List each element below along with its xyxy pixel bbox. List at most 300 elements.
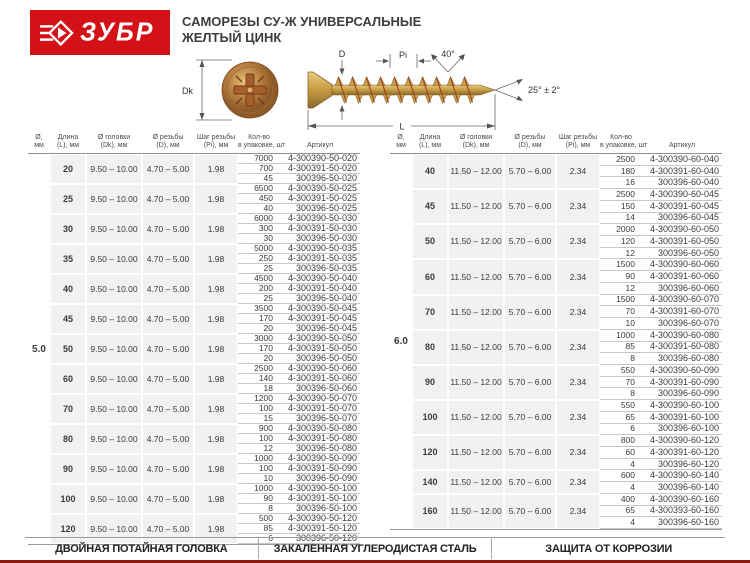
column-header-line1: Ø головки <box>97 134 131 141</box>
pi-label: Pi <box>398 50 408 60</box>
length-cell: 40 <box>412 154 448 189</box>
quantity-cell: 8 <box>600 353 642 365</box>
quantity-cell: 150 <box>600 201 642 213</box>
table-row <box>28 334 360 344</box>
pitch-cell: 2.34 <box>556 470 600 493</box>
thread-diameter-cell: 4.70 – 5.00 <box>142 364 194 394</box>
quantity-cell: 1000 <box>600 330 642 342</box>
quantity-cell: 1000 <box>238 484 280 494</box>
column-header-line1: Шаг резьбы <box>558 134 598 141</box>
d-label: D <box>338 49 346 59</box>
column-header-5 <box>238 126 286 154</box>
page-title-line2: ЖЕЛТЫЙ ЦИНК <box>182 30 282 45</box>
table-row <box>390 400 722 412</box>
quantity-cell: 2500 <box>600 189 642 201</box>
table-row <box>28 394 360 404</box>
table-row <box>28 424 360 434</box>
quantity-cell: 800 <box>600 435 642 447</box>
pitch-cell: 1.98 <box>194 154 238 184</box>
pitch-cell: 1.98 <box>194 484 238 514</box>
sku-cell: 4-300390-50-060 <box>280 364 360 374</box>
quantity-cell: 180 <box>600 166 642 178</box>
table-row <box>28 154 360 164</box>
quantity-cell: 2500 <box>600 154 642 166</box>
pitch-cell: 1.98 <box>194 394 238 424</box>
sku-cell: 300396-50-030 <box>280 234 360 244</box>
head-diameter-cell: 11.50 – 12.00 <box>448 330 504 365</box>
table-row <box>390 295 722 307</box>
table-row <box>390 330 722 342</box>
sku-cell: 4-300390-60-080 <box>642 330 722 342</box>
table-row <box>390 189 722 201</box>
head-top-view <box>182 60 278 120</box>
quantity-cell: 8 <box>600 388 642 400</box>
column-header-line2: (Dk), мм <box>462 142 490 149</box>
quantity-cell: 2500 <box>238 364 280 374</box>
pitch-cell: 2.34 <box>556 189 600 224</box>
head-diameter-cell: 11.50 – 12.00 <box>448 470 504 493</box>
column-header-line1: Ø, <box>35 134 43 141</box>
quantity-cell: 170 <box>238 344 280 354</box>
pitch-cell: 1.98 <box>194 334 238 364</box>
brand-name: ЗУБР <box>80 17 155 47</box>
page-title <box>182 14 421 46</box>
quantity-cell: 90 <box>600 271 642 283</box>
quantity-cell: 5000 <box>238 244 280 254</box>
sku-cell: 300396-60-090 <box>642 388 722 400</box>
sku-cell: 4-300390-60-060 <box>642 259 722 271</box>
head-diameter-cell: 9.50 – 10.00 <box>86 274 142 304</box>
quantity-cell: 100 <box>238 434 280 444</box>
sku-cell: 4-300390-50-070 <box>280 394 360 404</box>
sku-cell: 300396-60-050 <box>642 248 722 260</box>
length-cell: 80 <box>50 424 86 454</box>
sku-cell: 4-300390-50-045 <box>280 304 360 314</box>
sku-cell: 300396-50-050 <box>280 354 360 364</box>
size-tables <box>28 126 722 543</box>
column-header-6 <box>280 126 360 154</box>
quantity-cell: 1200 <box>238 394 280 404</box>
column-header-line1: Длина <box>419 134 441 141</box>
sku-cell: 300396-60-160 <box>642 517 722 529</box>
sku-cell: 4-300390-60-050 <box>642 224 722 236</box>
quantity-cell: 600 <box>600 470 642 482</box>
quantity-cell: 200 <box>238 284 280 294</box>
quantity-cell: 18 <box>238 384 280 394</box>
sku-cell: 4-300391-50-020 <box>280 164 360 174</box>
quantity-cell: 25 <box>238 264 280 274</box>
pitch-cell: 1.98 <box>194 244 238 274</box>
quantity-cell: 6 <box>600 424 642 436</box>
table-row <box>28 454 360 464</box>
column-header-6 <box>642 126 722 154</box>
quantity-cell: 15 <box>238 414 280 424</box>
thread-diameter-cell: 4.70 – 5.00 <box>142 154 194 184</box>
pitch-cell: 2.34 <box>556 330 600 365</box>
quantity-cell: 700 <box>238 164 280 174</box>
table-row <box>390 365 722 377</box>
head-diameter-cell: 9.50 – 10.00 <box>86 244 142 274</box>
column-header-line1: Ø резьбы <box>152 134 184 141</box>
pitch-cell: 2.34 <box>556 365 600 400</box>
quantity-cell: 60 <box>600 447 642 459</box>
column-header-line1: Ø, <box>397 134 405 141</box>
table-row <box>390 154 722 166</box>
quantity-cell: 900 <box>238 424 280 434</box>
column-header-line2: (Pi), мм <box>203 142 229 149</box>
quantity-cell: 120 <box>600 236 642 248</box>
sku-cell: 4-300390-60-120 <box>642 435 722 447</box>
tip-angle-label: 25° ± 2° <box>528 85 561 95</box>
quantity-cell: 40 <box>238 204 280 214</box>
table-row <box>390 435 722 447</box>
head-diameter-cell: 9.50 – 10.00 <box>86 364 142 394</box>
sku-cell: 4-300390-60-160 <box>642 494 722 506</box>
column-header-line2: (L), мм <box>56 142 80 149</box>
quantity-cell: 6000 <box>238 214 280 224</box>
top-angle-label: 40° <box>441 49 455 59</box>
sku-cell: 4-300390-50-040 <box>280 274 360 284</box>
quantity-cell: 140 <box>238 374 280 384</box>
length-cell: 25 <box>50 184 86 214</box>
sku-cell: 4-300391-60-045 <box>642 201 722 213</box>
length-cell: 60 <box>50 364 86 394</box>
column-header-line1: Шаг резьбы <box>196 134 236 141</box>
sku-cell: 4-300391-50-025 <box>280 194 360 204</box>
sku-cell: 300396-50-045 <box>280 324 360 334</box>
quantity-cell: 90 <box>238 494 280 504</box>
head-diameter-cell: 9.50 – 10.00 <box>86 484 142 514</box>
length-cell: 50 <box>412 224 448 259</box>
sku-cell: 4-300390-60-045 <box>642 189 722 201</box>
column-header-3 <box>504 126 556 154</box>
quantity-cell: 4 <box>600 517 642 529</box>
sku-cell: 4-300391-60-040 <box>642 166 722 178</box>
length-cell: 120 <box>412 435 448 470</box>
table-row <box>390 224 722 236</box>
head-diameter-cell: 11.50 – 12.00 <box>448 259 504 294</box>
quantity-cell: 2000 <box>600 224 642 236</box>
quantity-cell: 45 <box>238 174 280 184</box>
sku-cell: 4-300391-60-060 <box>642 271 722 283</box>
thread-diameter-cell: 4.70 – 5.00 <box>142 484 194 514</box>
table-row <box>390 470 722 482</box>
column-header-line1: Артикул <box>306 142 334 149</box>
sku-cell: 300396-60-080 <box>642 353 722 365</box>
sku-cell: 300396-50-035 <box>280 264 360 274</box>
column-header-0 <box>390 126 412 154</box>
length-cell: 120 <box>50 514 86 544</box>
size-table-6mm <box>390 126 722 530</box>
table-row <box>28 304 360 314</box>
sku-cell: 4-300391-60-070 <box>642 306 722 318</box>
sku-cell: 4-300391-60-090 <box>642 377 722 389</box>
quantity-cell: 7000 <box>238 154 280 164</box>
column-header-1 <box>50 126 86 154</box>
length-cell: 40 <box>50 274 86 304</box>
column-header-line1: Длина <box>57 134 79 141</box>
footer-feature-corrosion: ЗАЩИТА ОТ КОРРОЗИИ <box>545 542 673 555</box>
sku-cell: 4-300391-50-120 <box>280 524 360 534</box>
quantity-cell: 20 <box>238 324 280 334</box>
table-row <box>28 214 360 224</box>
table-header <box>390 126 722 154</box>
quantity-cell: 8 <box>238 504 280 514</box>
column-header-line2: в упаковке, шт <box>600 142 648 149</box>
length-cell: 20 <box>50 154 86 184</box>
thread-diameter-cell: 4.70 – 5.00 <box>142 334 194 364</box>
sku-cell: 4-300390-60-100 <box>642 400 722 412</box>
quantity-cell: 30 <box>238 234 280 244</box>
column-header-line2: (L), мм <box>418 142 442 149</box>
pitch-cell: 2.34 <box>556 400 600 435</box>
length-cell: 140 <box>412 470 448 493</box>
thread-diameter-cell: 4.70 – 5.00 <box>142 454 194 484</box>
quantity-cell: 4500 <box>238 274 280 284</box>
thread-diameter-cell: 4.70 – 5.00 <box>142 394 194 424</box>
head-diameter-cell: 9.50 – 10.00 <box>86 304 142 334</box>
thread-diameter-cell: 5.70 – 6.00 <box>504 295 556 330</box>
quantity-cell: 100 <box>238 404 280 414</box>
thread-diameter-cell: 4.70 – 5.00 <box>142 184 194 214</box>
sku-cell: 4-300390-50-050 <box>280 334 360 344</box>
sku-cell: 4-300390-50-120 <box>280 514 360 524</box>
length-label: L <box>399 121 405 132</box>
length-cell: 100 <box>50 484 86 514</box>
quantity-cell: 85 <box>600 342 642 354</box>
pitch-cell: 1.98 <box>194 304 238 334</box>
quantity-cell: 4 <box>600 482 642 494</box>
thread-diameter-cell: 5.70 – 6.00 <box>504 365 556 400</box>
thread-diameter-cell: 4.70 – 5.00 <box>142 514 194 544</box>
length-cell: 100 <box>412 400 448 435</box>
thread-diameter-cell: 4.70 – 5.00 <box>142 244 194 274</box>
sku-cell: 4-300390-50-030 <box>280 214 360 224</box>
column-header-1 <box>412 126 448 154</box>
head-diameter-cell: 11.50 – 12.00 <box>448 494 504 529</box>
sku-cell: 300396-50-100 <box>280 504 360 514</box>
quantity-cell: 65 <box>600 506 642 518</box>
quantity-cell: 25 <box>238 294 280 304</box>
pitch-cell: 1.98 <box>194 184 238 214</box>
quantity-cell: 500 <box>238 514 280 524</box>
table-row <box>390 494 722 506</box>
column-header-line2: мм <box>396 142 406 149</box>
column-header-line2: (Pi), мм <box>565 142 591 149</box>
quantity-cell: 3000 <box>238 334 280 344</box>
length-cell: 35 <box>50 244 86 274</box>
quantity-cell: 10 <box>238 474 280 484</box>
quantity-cell: 1000 <box>238 454 280 464</box>
quantity-cell: 550 <box>600 365 642 377</box>
size-table-5mm <box>28 126 360 545</box>
sku-cell: 300396-60-045 <box>642 213 722 225</box>
sku-cell: 4-300391-50-040 <box>280 284 360 294</box>
length-cell: 30 <box>50 214 86 244</box>
head-diameter-cell: 11.50 – 12.00 <box>448 400 504 435</box>
thread-diameter-cell: 4.70 – 5.00 <box>142 424 194 454</box>
quantity-cell: 65 <box>600 412 642 424</box>
length-cell: 90 <box>50 454 86 484</box>
sku-cell: 4-300391-60-050 <box>642 236 722 248</box>
sku-cell: 4-300390-60-140 <box>642 470 722 482</box>
thread-diameter-cell: 4.70 – 5.00 <box>142 274 194 304</box>
quantity-cell: 1500 <box>600 259 642 271</box>
head-diameter-cell: 11.50 – 12.00 <box>448 224 504 259</box>
head-diameter-cell: 9.50 – 10.00 <box>86 214 142 244</box>
sku-cell: 300396-50-120 <box>280 534 360 544</box>
thread-diameter-cell: 5.70 – 6.00 <box>504 494 556 529</box>
sku-cell: 4-300391-60-100 <box>642 412 722 424</box>
column-header-2 <box>86 126 142 154</box>
sku-cell: 4-300390-50-090 <box>280 454 360 464</box>
footer-feature-head: ДВОЙНАЯ ПОТАЙНАЯ ГОЛОВКА <box>25 538 259 559</box>
footer-feature-steel: ЗАКАЛЕННАЯ УГЛЕРОДИСТАЯ СТАЛЬ <box>259 538 493 559</box>
sku-cell: 300396-50-060 <box>280 384 360 394</box>
sku-cell: 300396-60-040 <box>642 177 722 189</box>
table-row <box>28 244 360 254</box>
quantity-cell: 170 <box>238 314 280 324</box>
column-header-4 <box>194 126 238 154</box>
head-diameter-cell: 11.50 – 12.00 <box>448 295 504 330</box>
sku-cell: 4-300391-50-060 <box>280 374 360 384</box>
head-diameter-cell: 9.50 – 10.00 <box>86 154 142 184</box>
length-cell: 70 <box>50 394 86 424</box>
thread-diameter-cell: 4.70 – 5.00 <box>142 214 194 244</box>
column-header-0 <box>28 126 50 154</box>
sku-cell: 4-300393-60-160 <box>642 506 722 518</box>
sku-cell: 4-300390-50-035 <box>280 244 360 254</box>
length-cell: 50 <box>50 334 86 364</box>
quantity-cell: 12 <box>600 248 642 260</box>
quantity-cell: 10 <box>600 318 642 330</box>
column-header-line1: Ø головки <box>459 134 493 141</box>
quantity-cell: 300 <box>238 224 280 234</box>
head-diameter-cell: 11.50 – 12.00 <box>448 189 504 224</box>
column-header-line1: Ø резьбы <box>514 134 546 141</box>
sku-cell: 300396-60-100 <box>642 424 722 436</box>
column-header-line2: (D), мм <box>156 142 180 149</box>
pitch-cell: 1.98 <box>194 424 238 454</box>
length-cell: 60 <box>412 259 448 294</box>
column-header-line2: (D), мм <box>518 142 542 149</box>
brand-logo <box>30 10 170 55</box>
thread-diameter-cell: 5.70 – 6.00 <box>504 435 556 470</box>
thread-diameter-cell: 5.70 – 6.00 <box>504 224 556 259</box>
quantity-cell: 14 <box>600 213 642 225</box>
pitch-cell: 2.34 <box>556 494 600 529</box>
column-header-3 <box>142 126 194 154</box>
length-cell: 90 <box>412 365 448 400</box>
pitch-cell: 1.98 <box>194 364 238 394</box>
pitch-cell: 2.34 <box>556 154 600 189</box>
quantity-cell: 3500 <box>238 304 280 314</box>
column-header-line2: мм <box>34 142 44 149</box>
sku-cell: 4-300390-50-025 <box>280 184 360 194</box>
head-diameter-cell: 9.50 – 10.00 <box>86 394 142 424</box>
footer-features <box>25 537 725 559</box>
quantity-cell: 20 <box>238 354 280 364</box>
diameter-cell: 5.0 <box>28 154 50 544</box>
sku-cell: 4-300390-50-100 <box>280 484 360 494</box>
head-diameter-cell: 9.50 – 10.00 <box>86 454 142 484</box>
thread-diameter-cell: 5.70 – 6.00 <box>504 330 556 365</box>
head-diameter-cell: 9.50 – 10.00 <box>86 334 142 364</box>
head-diameter-cell: 9.50 – 10.00 <box>86 514 142 544</box>
quantity-cell: 12 <box>600 283 642 295</box>
sku-cell: 4-300391-50-030 <box>280 224 360 234</box>
head-diameter-cell: 9.50 – 10.00 <box>86 184 142 214</box>
head-diameter-cell: 11.50 – 12.00 <box>448 365 504 400</box>
column-header-line2: в упаковке, шт <box>238 142 286 149</box>
column-header-line1: Артикул <box>668 142 696 149</box>
thread-diameter-cell: 5.70 – 6.00 <box>504 400 556 435</box>
sku-cell: 300396-60-140 <box>642 482 722 494</box>
sku-cell: 300396-50-040 <box>280 294 360 304</box>
quantity-cell: 550 <box>600 400 642 412</box>
column-header-5 <box>600 126 648 154</box>
table-row <box>28 274 360 284</box>
quantity-cell: 400 <box>600 494 642 506</box>
pitch-cell: 2.34 <box>556 295 600 330</box>
sku-cell: 4-300391-50-045 <box>280 314 360 324</box>
diameter-cell: 6.0 <box>390 154 412 529</box>
column-header-2 <box>448 126 504 154</box>
pitch-cell: 1.98 <box>194 274 238 304</box>
head-diameter-cell: 9.50 – 10.00 <box>86 424 142 454</box>
head-diameter-cell: 11.50 – 12.00 <box>448 435 504 470</box>
sku-cell: 300396-50-090 <box>280 474 360 484</box>
length-cell: 80 <box>412 330 448 365</box>
sku-cell: 4-300391-50-100 <box>280 494 360 504</box>
quantity-cell: 85 <box>238 524 280 534</box>
column-header-line2: (Dk), мм <box>100 142 128 149</box>
sku-cell: 4-300391-50-070 <box>280 404 360 414</box>
quantity-cell: 70 <box>600 377 642 389</box>
sku-cell: 4-300391-50-090 <box>280 464 360 474</box>
sku-cell: 4-300390-50-020 <box>280 154 360 164</box>
sku-cell: 4-300391-60-080 <box>642 342 722 354</box>
length-cell: 45 <box>412 189 448 224</box>
thread-diameter-cell: 5.70 – 6.00 <box>504 154 556 189</box>
dk-label: Dk <box>182 86 193 96</box>
brand-arrow-icon <box>40 16 74 50</box>
quantity-cell: 4 <box>600 459 642 471</box>
quantity-cell: 1500 <box>600 295 642 307</box>
page-title-line1: САМОРЕЗЫ СУ-Ж УНИВЕРСАЛЬНЫЕ <box>182 14 422 29</box>
sku-cell: 4-300391-50-080 <box>280 434 360 444</box>
sku-cell: 300396-60-120 <box>642 459 722 471</box>
pitch-cell: 2.34 <box>556 224 600 259</box>
table-header <box>28 126 360 154</box>
length-cell: 70 <box>412 295 448 330</box>
thread-diameter-cell: 5.70 – 6.00 <box>504 259 556 294</box>
pitch-cell: 1.98 <box>194 454 238 484</box>
quantity-cell: 6500 <box>238 184 280 194</box>
quantity-cell: 70 <box>600 306 642 318</box>
pitch-cell: 2.34 <box>556 259 600 294</box>
sku-cell: 300396-60-060 <box>642 283 722 295</box>
pitch-cell: 1.98 <box>194 214 238 244</box>
thread-diameter-cell: 5.70 – 6.00 <box>504 189 556 224</box>
screw-side-view <box>308 72 495 108</box>
sku-cell: 4-300390-60-090 <box>642 365 722 377</box>
thread-diameter-cell: 5.70 – 6.00 <box>504 470 556 493</box>
screw-technical-drawing <box>180 46 575 134</box>
sku-cell: 300396-50-020 <box>280 174 360 184</box>
sku-cell: 4-300391-50-035 <box>280 254 360 264</box>
column-header-line1: Кол-во <box>248 134 270 141</box>
